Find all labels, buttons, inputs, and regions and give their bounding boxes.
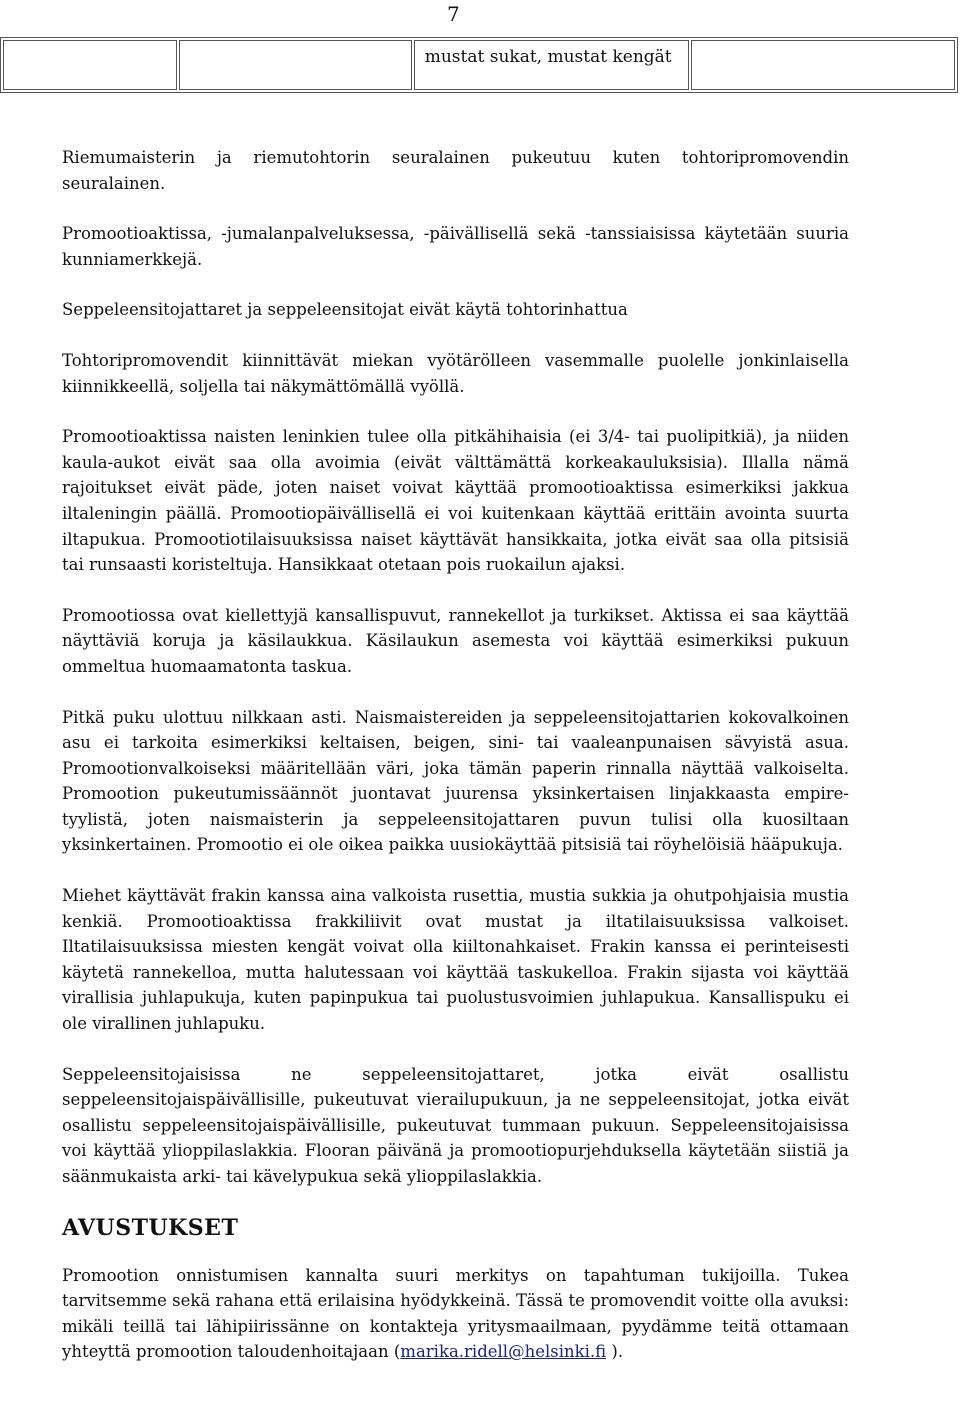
paragraph-decorations: Promootioaktissa, -jumalanpalveluksessa, -päivällisellä sekä -tanssiaisissa käytetään suuria kunniamerkkejä.	[62, 224, 849, 269]
sponsors-suffix: ).	[606, 1342, 624, 1362]
table-cell-2	[179, 40, 411, 90]
paragraph-long-dress: Pitkä puku ulottuu nilkkaan asti. Naismaistereiden ja seppeleensitojattarien kokovalkoinen asu ei tarkoita esimerkiksi keltaisen, beigen, sini- tai vaaleanpunaisen sävyistä asua. Promootionvalkoiseksi määritellään väri, joka tämän paperin rinnalla näyttää valkoiselta. Promootion pukeutumissäännöt juontavat juurensa yksinkertaisen linjakkaasta empire-tyylistä, joten naismaisterin ja seppeleensitojattaren puvun tulisi olla kuosiltaan yksinkertainen. Promootio ei ole oikea paikka uusiokäyttää pitsisiä tai röyhelöisiä hääpukuja.	[62, 707, 849, 855]
page-number: 7	[447, 2, 460, 26]
paragraph-jubilee-companion: Riemumaisterin ja riemutohtorin seuralainen pukeutuu kuten tohtoripromovendin seuralainen.	[62, 148, 849, 193]
treasurer-email-link[interactable]: marika.ridell@helsinki.fi	[400, 1342, 607, 1362]
paragraph-wreath-binders-hat: Seppeleensitojattaret ja seppeleensitojat eivät käytä tohtorinhattua	[62, 300, 628, 320]
table-cell-4	[691, 40, 955, 90]
table-cell-3: mustat sukat, mustat kengät	[414, 40, 689, 90]
paragraph-men-attire: Miehet käyttävät frakin kanssa aina valkoista rusettia, mustia sukkia ja ohutpohjaisia mustia kenkiä. Promootioaktissa frakkiliivit ovat mustat ja iltatilaisuuksissa valkoiset. Iltatilaisuuksissa miesten kengät voivat olla kiiltonahkaiset. Frakin kanssa ei perinteisesti käytetä rannekelloa, mutta halutessaan voi käyttää taskukelloa. Frakin sijasta voi käyttää virallisia juhlapukuja, kuten papinpukua tai puolustusvoimien juhlapukua. Kansallispuku ei ole virallinen juhlapuku.	[62, 886, 849, 1034]
paragraph-sponsors	[62, 1263, 849, 1365]
table-cell-1	[3, 40, 177, 90]
paragraph-sword: Tohtoripromovendit kiinnittävät miekan vyötärölleen vasemmalle puolelle jonkinlaisella kiinnikkeellä, soljella tai näkymättömällä vyöllä.	[62, 350, 849, 396]
dress-code-table-row	[0, 37, 958, 93]
paragraph-women-dresses: Promootioaktissa naisten leninkien tulee olla pitkähihaisia (ei 3/4- tai puolipitkiä), ja niiden kaula-aukot eivät saa olla avoimia (eivät välttämättä korkeakauluksisia). Illalla nämä rajoitukset eivät päde, joten naiset voivat käyttää promootioaktissa esimerkiksi jakkua iltaleningin päällä. Promootiopäivällisellä ei voi kuitenkaan käyttää erittäin avointa suurta iltapukua. Promootiotilaisuuksissa naiset käyttävät hansikkaita, jotka eivät saa olla pitsisiä tai runsaasti koristeltuja. Hansikkaat otetaan pois ruokailun ajaksi.	[62, 427, 849, 575]
paragraph-forbidden-items: Promootiossa ovat kiellettyjä kansallispuvut, rannekellot ja turkikset. Aktissa ei saa käyttää näyttäviä koruja ja käsilaukkua. Käsilaukun asemesta voi käyttää esimerkiksi pukuun ommeltua huomaamatonta taskua.	[62, 605, 849, 676]
paragraph-wreath-binders-attire: Seppeleensitojaisissa ne seppeleensitojattaret, jotka eivät osallistu seppeleensitojaispäivällisille, pukeutuvat vierailupukuun, ja ne seppeleensitojat, jotka eivät osallistu seppeleensitojaispäivällisille, pukeutuvat tummaan pukuun. Seppeleensitojaisissa voi käyttää ylioppilaslakkia. Flooran päivänä ja promootiopurjehduksella käytetään siistiä ja säänmukaista arki- tai kävelypukua sekä ylioppilaslakkia.	[62, 1064, 849, 1186]
sponsors-text: Promootion onnistumisen kannalta suuri merkitys on tapahtuman tukijoilla. Tukea tarvitsemme sekä rahana että erilaisina hyödykkeinä. Tässä te promovendit voitte olla avuksi: mikäli teillä tai lähipiirissänne on kontakteja yritysmaailmaan, pyydämme teitä ottamaan yhteyttä promootion taloudenhoitajaan (	[62, 1265, 849, 1362]
document-body	[62, 145, 849, 1390]
table-row	[3, 40, 955, 90]
section-heading-grants: AVUSTUKSET	[62, 1214, 239, 1241]
